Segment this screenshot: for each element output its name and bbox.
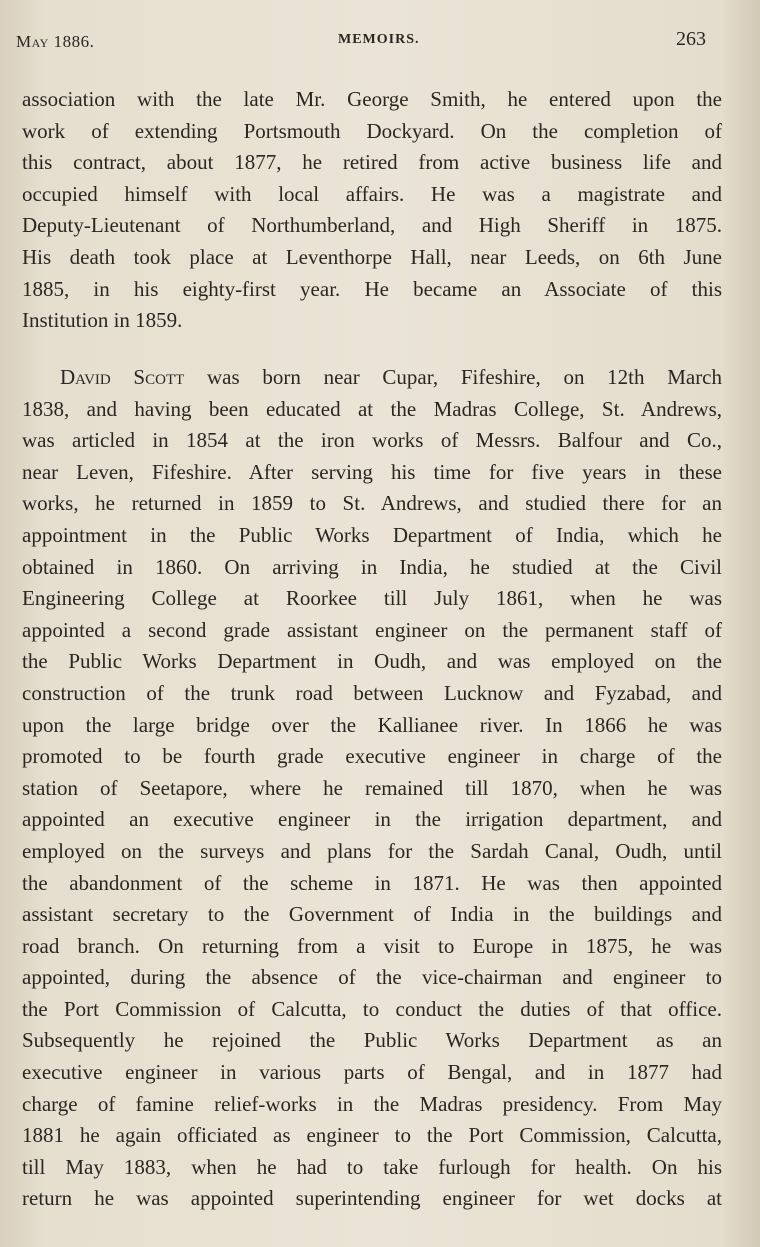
text-line: association with the late Mr. George Smith, he entered upon the [22,87,722,111]
text-line: Engineering College at Roorkee till July 1861, when he was [22,586,722,611]
text-line: appointed, during the absence of the vice-chairman and engineer to [22,965,722,990]
text-line: executive engineer in various parts of Bengal, and in 1877 had [22,1060,722,1085]
text-line: 1838, and having been educated at the Madras College, St. Andrews, [22,396,722,421]
text-line: the Public Works Department in Oudh, and was employed on the [22,649,722,674]
running-header [16,28,706,58]
text-line: this contract, about 1877, he retired from active business life and [22,150,722,175]
text-line: employed on the surveys and plans for the Sardah Canal, Oudh, until [22,838,722,863]
paragraph-previous-memoir [22,84,722,337]
text-line: was articled in 1854 at the iron works of Messrs. Balfour and Co., [22,428,722,453]
text-line: Institution in 1859. [22,308,183,333]
text-line: assistant secretary to the Government of India in the buildings and [22,902,722,927]
memoir-name: David Scott [60,365,185,389]
text-line: road branch. On returning from a visit to Europe in 1875, he was [22,933,722,958]
text-line: Subsequently he rejoined the Public Works Department as an [22,1028,722,1053]
page-number: 263 [676,28,706,50]
text-line: upon the large bridge over the Kallianee river. In 1866 he was [22,712,722,737]
text-line: occupied himself with local affairs. He was a magistrate and [22,181,722,206]
text-line: construction of the trunk road between Lucknow and Fyzabad, and [22,680,722,705]
paragraph-david-scott [22,362,722,1215]
text-line: return he was appointed superintending engineer for wet docks at [22,1186,722,1211]
text-line [22,362,722,394]
text-line: His death took place at Leventhorpe Hall, near Leeds, on 6th June [22,244,722,269]
header-date: May 1886. [16,32,95,51]
text-line: work of extending Portsmouth Dockyard. On the completion of [22,118,722,143]
text-line: near Leven, Fifeshire. After serving his time for five years in these [22,459,722,484]
text-line-rest: was born near Cupar, Fifeshire, on 12th March [207,365,723,389]
text-line: the Port Commission of Calcutta, to conduct the duties of that office. [22,996,722,1021]
text-line: the abandonment of the scheme in 1871. He was then appointed [22,870,722,895]
text-line: 1885, in his eighty-first year. He became an Associate of this [22,276,722,301]
header-title: MEMOIRS. [338,32,420,47]
text-line: obtained in 1860. On arriving in India, he studied at the Civil [22,554,722,579]
text-line: charge of famine relief-works in the Madras presidency. From May [22,1091,722,1116]
text-line: promoted to be fourth grade executive engineer in charge of the [22,744,722,769]
text-line: till May 1883, when he had to take furlough for health. On his [22,1154,722,1179]
text-line: Deputy-Lieutenant of Northumberland, and High Sheriff in 1875. [22,213,722,238]
text-line: appointment in the Public Works Department of India, which he [22,522,722,547]
text-line: appointed an executive engineer in the irrigation department, and [22,807,722,832]
text-line: works, he returned in 1859 to St. Andrews, and studied there for an [22,491,722,516]
text-line: 1881 he again officiated as engineer to the Port Commission, Calcutta, [22,1123,722,1148]
text-line: station of Seetapore, where he remained till 1870, when he was [22,775,722,800]
text-line: appointed a second grade assistant engineer on the permanent staff of [22,617,722,642]
